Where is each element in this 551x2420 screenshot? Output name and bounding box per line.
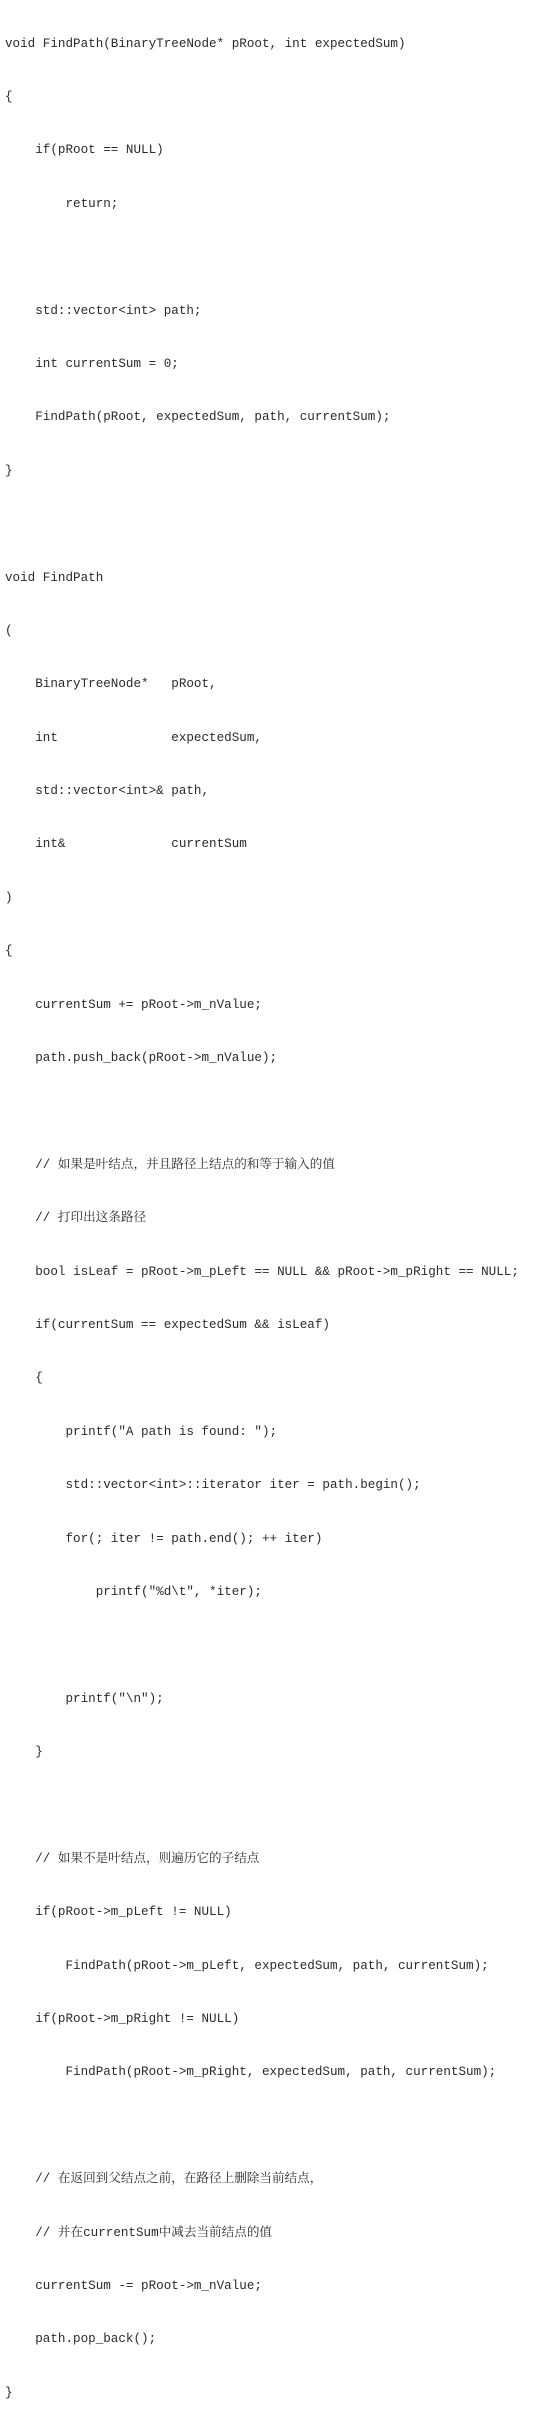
- code-comment-line: // 在返回到父结点之前，在路径上删除当前结点，: [5, 2172, 323, 2187]
- code-comment-line: // 如果是叶结点，并且路径上结点的和等于输入的值: [5, 1157, 335, 1172]
- code-line: {: [5, 1371, 43, 1386]
- code-line: printf("\n");: [5, 1691, 164, 1706]
- code-line: for(; iter != path.end(); ++ iter): [5, 1531, 323, 1546]
- code-line: if(currentSum == expectedSum && isLeaf): [5, 1317, 330, 1332]
- code-line: printf("A path is found: ");: [5, 1424, 278, 1439]
- code-comment-line: // 并在currentSum中减去当前结点的值: [5, 2225, 273, 2240]
- code-line: if(pRoot->m_pLeft != NULL): [5, 1905, 232, 1920]
- code-line: bool isLeaf = pRoot->m_pLeft == NULL && pRoot->m_pRight == NULL;: [5, 1264, 519, 1279]
- code-line: path.push_back(pRoot->m_nValue);: [5, 1051, 278, 1066]
- code-line: void FindPath: [5, 570, 104, 585]
- code-line: }: [5, 463, 13, 478]
- code-line: int currentSum = 0;: [5, 356, 179, 371]
- code-line: if(pRoot->m_pRight != NULL): [5, 2012, 240, 2027]
- code-line: }: [5, 1745, 43, 1760]
- code-line: std::vector<int>::iterator iter = path.begin();: [5, 1478, 421, 1493]
- code-line: [5, 2118, 549, 2136]
- code-line: [5, 249, 549, 267]
- code-line: void FindPath(BinaryTreeNode* pRoot, int expectedSum): [5, 36, 406, 51]
- code-line: FindPath(pRoot->m_pLeft, expectedSum, path, currentSum);: [5, 1958, 489, 1973]
- code-line: BinaryTreeNode* pRoot,: [5, 677, 217, 692]
- code-line: }: [5, 2385, 13, 2400]
- code-line: {: [5, 89, 13, 104]
- code-line: path.pop_back();: [5, 2332, 157, 2347]
- code-comment-line: // 打印出这条路径: [5, 1211, 147, 1226]
- code-listing: [5, 0, 549, 2420]
- code-line: FindPath(pRoot->m_pRight, expectedSum, path, currentSum);: [5, 2065, 497, 2080]
- code-line: currentSum += pRoot->m_nValue;: [5, 997, 262, 1012]
- code-line: std::vector<int>& path,: [5, 784, 210, 799]
- code-line: int& currentSum: [5, 837, 247, 852]
- code-line: {: [5, 944, 13, 959]
- code-line: FindPath(pRoot, expectedSum, path, currentSum);: [5, 410, 391, 425]
- code-line: printf("%d\t", *iter);: [5, 1584, 262, 1599]
- code-line: (: [5, 623, 13, 638]
- code-line: std::vector<int> path;: [5, 303, 202, 318]
- code-line: if(pRoot == NULL): [5, 143, 164, 158]
- code-line: [5, 516, 549, 534]
- code-line: int expectedSum,: [5, 730, 262, 745]
- code-line: [5, 1103, 549, 1121]
- code-line: ): [5, 890, 13, 905]
- code-comment-line: // 如果不是叶结点，则遍历它的子结点: [5, 1851, 260, 1866]
- code-line: return;: [5, 196, 119, 211]
- code-line: [5, 1637, 549, 1655]
- code-line: currentSum -= pRoot->m_nValue;: [5, 2279, 262, 2293]
- code-line: [5, 1797, 549, 1815]
